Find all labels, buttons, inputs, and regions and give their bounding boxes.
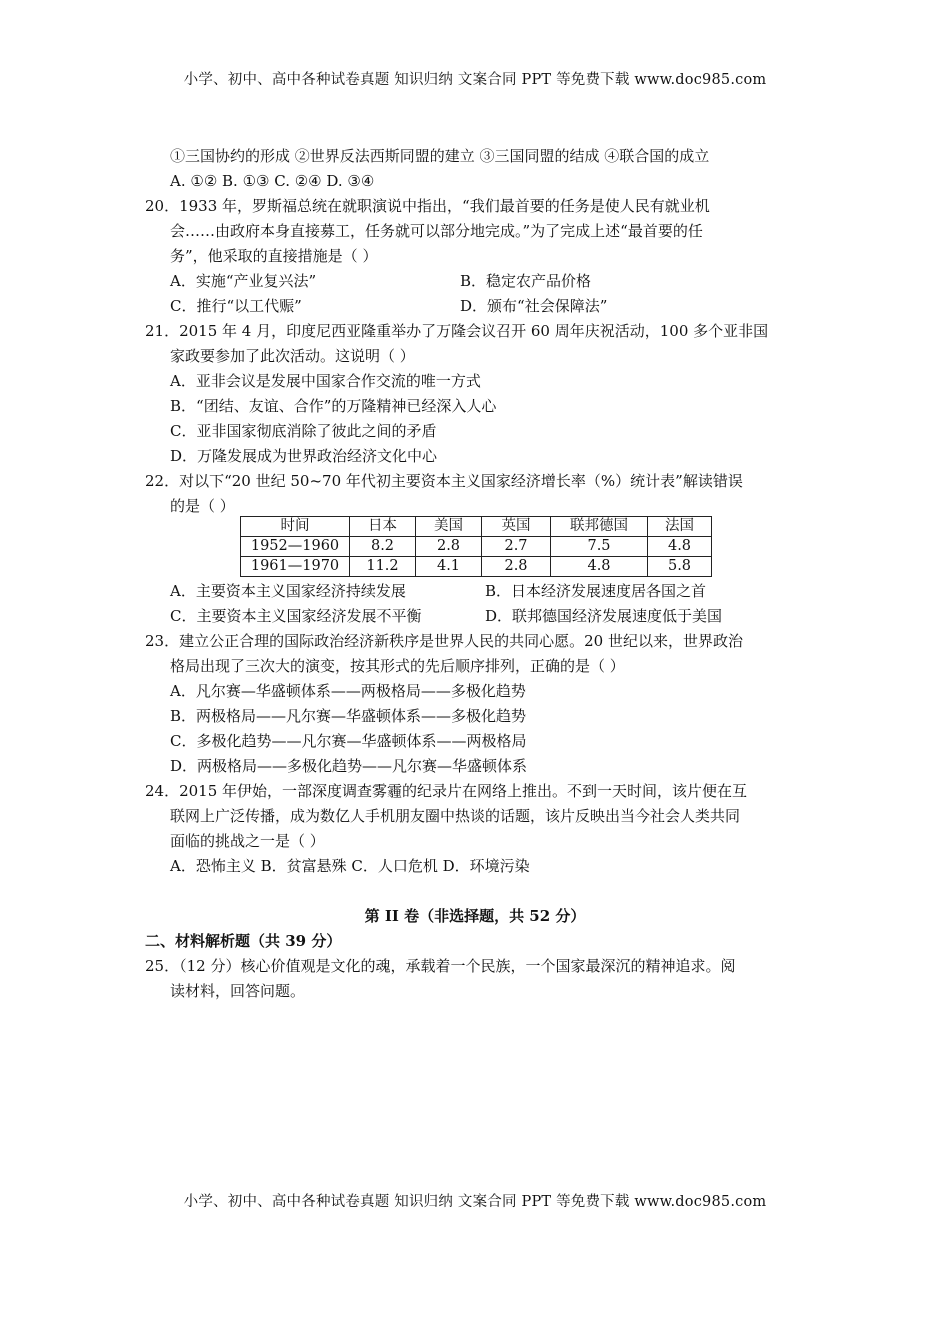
- q23-option-b: B．两极格局——凡尔赛—华盛顿体系——多极化趋势: [170, 707, 527, 725]
- q22-option-c: C．主要资本主义国家经济发展不平衡: [170, 607, 422, 625]
- q19-items: ①三国协约的形成 ②世界反法西斯同盟的建立 ③三国同盟的结成 ④联合国的成立: [170, 147, 710, 165]
- q21-option-c: C．亚非国家彻底消除了彼此之间的矛盾: [170, 422, 437, 440]
- q19-options: A. ①② B. ①③ C. ②④ D. ③④: [170, 172, 375, 190]
- table-header-cell: 法国: [648, 517, 712, 537]
- q20-stem-line2: 会……由政府本身直接募工，任务就可以部分地完成。”为了完成上述“最首要的任: [170, 222, 703, 240]
- q22-option-b: B．日本经济发展速度居各国之首: [485, 582, 707, 600]
- q24-options: A．恐怖主义 B．贫富悬殊 C．人口危机 D．环境污染: [170, 857, 530, 875]
- table-cell: 5.8: [648, 557, 712, 577]
- q20-option-a: A．实施“产业复兴法”: [170, 272, 317, 290]
- table-header-cell: 时间: [241, 517, 350, 537]
- q23-option-d: D．两极格局——多极化趋势——凡尔赛—华盛顿体系: [170, 757, 528, 775]
- table-cell: 2.8: [482, 557, 551, 577]
- table-header-cell: 英国: [482, 517, 551, 537]
- table-header-cell: 美国: [416, 517, 482, 537]
- q21-option-a: A．亚非会议是发展中国家合作交流的唯一方式: [170, 372, 481, 390]
- table-header-cell: 联邦德国: [551, 517, 648, 537]
- page-header: 小学、初中、高中各种试卷真题 知识归纳 文案合同 PPT 等免费下载 www.doc985.com: [183, 72, 767, 88]
- table-cell: 2.7: [482, 537, 551, 557]
- section2-title: 二、材料解析题（共 39 分）: [145, 932, 342, 950]
- q22-stem-line2: 的是（ ）: [170, 497, 235, 515]
- q23-stem-line2: 格局出现了三次大的演变，按其形式的先后顺序排列，正确的是（ ）: [170, 657, 625, 675]
- q24-stem-line3: 面临的挑战之一是（ ）: [170, 832, 325, 850]
- table-cell: 4.8: [648, 537, 712, 557]
- q21-option-b: B．“团结、友谊、合作”的万隆精神已经深入人心: [170, 397, 497, 415]
- growth-rate-table: [240, 516, 712, 577]
- q25-stem-line2: 读材料，回答问题。: [170, 982, 306, 1000]
- q20-option-c: C．推行“以工代赈”: [170, 297, 302, 315]
- q23-stem-line1: 23．建立公正合理的国际政治经济新秩序是世界人民的共同心愿。20 世纪以来，世界政治: [145, 632, 743, 650]
- table-cell: 4.8: [551, 557, 648, 577]
- table-cell: 1952—1960: [241, 537, 350, 557]
- table-cell: 7.5: [551, 537, 648, 557]
- q20-option-d: D．颁布“社会保障法”: [460, 297, 608, 315]
- q22-option-d: D．联邦德国经济发展速度低于美国: [485, 607, 723, 625]
- table-row: [241, 537, 712, 557]
- q23-option-c: C．多极化趋势——凡尔赛—华盛顿体系——两极格局: [170, 732, 527, 750]
- table-header-row: [241, 517, 712, 537]
- q24-stem-line1: 24．2015 年伊始，一部深度调查雾霾的纪录片在网络上推出。不到一天时间，该片便在互: [145, 782, 748, 800]
- table-cell: 4.1: [416, 557, 482, 577]
- page-footer: 小学、初中、高中各种试卷真题 知识归纳 文案合同 PPT 等免费下载 www.doc985.com: [183, 1194, 767, 1210]
- q20-option-b: B．稳定农产品价格: [460, 272, 592, 290]
- table-row: [241, 557, 712, 577]
- table-cell: 2.8: [416, 537, 482, 557]
- table-cell: 8.2: [350, 537, 416, 557]
- q20-stem-line1: 20．1933 年，罗斯福总统在就职演说中指出，“我们最首要的任务是使人民有就业机: [145, 197, 710, 215]
- table-cell: 1961—1970: [241, 557, 350, 577]
- q20-stem-line3: 务”，他采取的直接措施是（ ）: [170, 247, 378, 265]
- q21-stem-line2: 家政要参加了此次活动。这说明（ ）: [170, 347, 415, 365]
- q21-option-d: D．万隆发展成为世界政治经济文化中心: [170, 447, 438, 465]
- part2-title: 第 II 卷（非选择题，共 52 分）: [364, 907, 586, 925]
- q22-option-a: A．主要资本主义国家经济持续发展: [170, 582, 406, 600]
- table-cell: 11.2: [350, 557, 416, 577]
- q21-stem-line1: 21．2015 年 4 月，印度尼西亚隆重举办了万隆会议召开 60 周年庆祝活动，100 多个亚非国: [145, 322, 769, 340]
- q23-option-a: A．凡尔赛—华盛顿体系——两极格局——多极化趋势: [170, 682, 526, 700]
- table-header-cell: 日本: [350, 517, 416, 537]
- q25-stem-line1: 25．（12 分）核心价值观是文化的魂，承载着一个民族，一个国家最深沉的精神追求。阅: [145, 957, 736, 975]
- q24-stem-line2: 联网上广泛传播，成为数亿人手机朋友圈中热谈的话题，该片反映出当今社会人类共同: [170, 807, 741, 825]
- q22-stem-line1: 22．对以下“20 世纪 50~70 年代初主要资本主义国家经济增长率（%）统计表”解读错误: [145, 472, 743, 490]
